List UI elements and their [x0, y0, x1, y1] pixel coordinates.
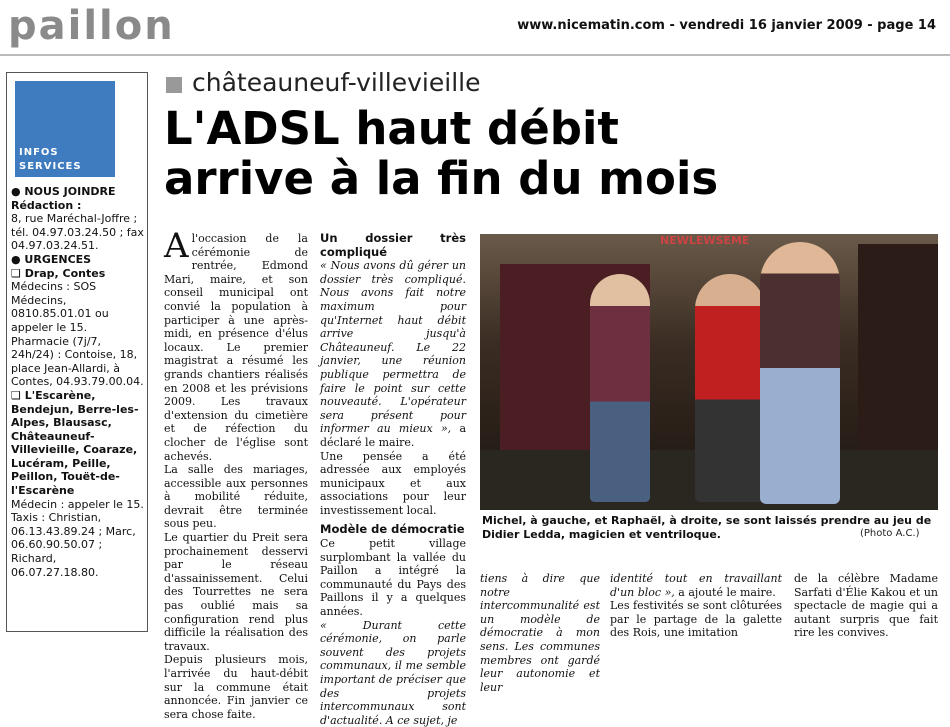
logo-line2: SERVICES — [19, 161, 82, 172]
subhead-dossier: Un dossier très compliqué — [320, 231, 466, 259]
col1-para-4: Depuis plusieurs mois, l'arrivée du haut-débit sur la commune était annoncée. Fin janvier ce sera chose faite. — [164, 653, 308, 721]
top-rule — [0, 54, 950, 56]
kicker-square-icon — [166, 77, 182, 93]
quote-dossier-attribution: a déclaré le maire. — [320, 422, 466, 449]
quote-identite: identité tout en travaillant d'un bloc », — [610, 572, 782, 599]
quote-projets: « Durant cette cérémonie, on parle souvent des projets communaux, il me semble important de préciser que des projets intercommunaux sont d'actualité. A ce sujet, je — [320, 618, 466, 727]
kicker: châteauneuf-villevieille — [192, 68, 481, 97]
col4-para: Les festivités se sont clôturées par le partage de la galette des Rois, une imitation — [610, 599, 782, 640]
photo-banner: NEWLEWSEME — [660, 234, 750, 247]
sidebar-line: Médecins : SOS Médecins, 0810.85.01.01 ou appeler le 15. — [11, 280, 109, 334]
sidebar-line: Rédaction : — [11, 198, 82, 212]
article-column-4 — [610, 572, 782, 640]
col1-para-1: l'occasion de la cérémonie de rentrée, Edmond Mari, maire, et son conseil municipal ont convié la population à participer à une après-midi, en présence d'élus locaux. Le premier magistrat a résumé les grands chantiers réalisés en 2008 et les prévisions 2009. Les travaux d'extension du cimetière et de réfection du clocher de l'église sont achevés. — [164, 232, 308, 463]
col1-para-3: Le quartier du Preit sera prochainement desservi par le réseau d'assainissement. Celui des Tourrettes ne sera pas oublié mais sa configuration rend plus difficile la réalisation des travaux. — [164, 531, 308, 653]
article-column-5: de la célèbre Madame Sarfati d'Élie Kakou et un spectacle de magie qui a autant surpris que fait rire les convives. — [794, 572, 938, 640]
sidebar-line: ❑ Drap, Contes — [11, 266, 106, 280]
photo-caption: Michel, à gauche, et Raphaël, à droite, se sont laissés prendre au jeu de Didier Ledda, magicien et ventriloque. — [482, 514, 932, 541]
subhead-democratie: Modèle de démocratie — [320, 522, 465, 537]
event-photo — [480, 234, 938, 510]
page-info: www.nicematin.com - vendredi 16 janvier 2009 - page 14 — [517, 18, 936, 33]
article-column-2 — [320, 232, 466, 727]
infos-services-logo — [15, 81, 115, 177]
logo-line1: INFOS — [19, 147, 59, 158]
section-title: paillon — [8, 3, 175, 49]
sidebar-line: ❑ L'Escarène, Bendejun, Berre-les-Alpes, Blausasc, Châteauneuf-Villevieille, Coaraze, Lucéram, Peille, Peillon, Touët-de-l'Escarène — [11, 388, 139, 498]
sidebar-line: ● NOUS JOINDRE — [11, 185, 116, 198]
photo-credit: (Photo A.C.) — [860, 528, 920, 539]
person-didier — [695, 274, 765, 502]
headline: L'ADSL haut débit arrive à la fin du mois — [164, 102, 719, 205]
person-raphael — [760, 242, 840, 504]
sidebar-contacts — [11, 185, 145, 579]
quote-dossier: « Nous avons dû gérer un dossier très compliqué. Nous avons fait notre maximum pour qu'Internet haut débit arrive jusqu'à Châteauneuf. Le 22 janvier, une réunion publique permettra de faire le point sur cette nouveauté. L'opérateur sera présent pour informer au mieux », — [320, 259, 466, 436]
col2-para-3: Ce petit village surplombant la vallée du Paillon a intégré la communauté du Pays des Paillons il y a quelques années. — [320, 537, 466, 619]
sidebar-line: Taxis : Christian, 06.13.43.89.24 ; Marc, 06.60.90.50.07 ; Richard, 06.07.27.18.80. — [11, 511, 136, 579]
quote-identite-attribution: a ajouté le maire. — [674, 585, 776, 599]
sidebar-line: Médecin : appeler le 15. — [11, 497, 144, 511]
stage-curtain-right — [858, 244, 938, 484]
sidebar-line: 8, rue Maréchal-Joffre ; tél. 04.97.03.24.50 ; fax 04.97.03.24.51. — [11, 212, 144, 253]
dropcap: A — [164, 226, 189, 266]
info-sidebar — [6, 72, 148, 632]
col2-para-2: Une pensée a été adressée aux employés municipaux et aux associations pour leur investissement local. — [320, 449, 466, 517]
sidebar-line: Pharmacie (7j/7, 24h/24) : Contoise, 18, place Jean-Allardi, à Contes, 04.93.79.00.04. — [11, 334, 144, 389]
article-column-3: tiens à dire que notre intercommunalité est un modèle de démocratie à mon sens. Les communes membres ont gardé leur autonomie et leur — [480, 572, 600, 694]
sidebar-line: ● URGENCES — [11, 252, 92, 266]
col1-para-2: La salle des mariages, accessible aux personnes à mobilité réduite, devrait être terminée sous peu. — [164, 463, 308, 531]
person-michel — [590, 274, 650, 502]
